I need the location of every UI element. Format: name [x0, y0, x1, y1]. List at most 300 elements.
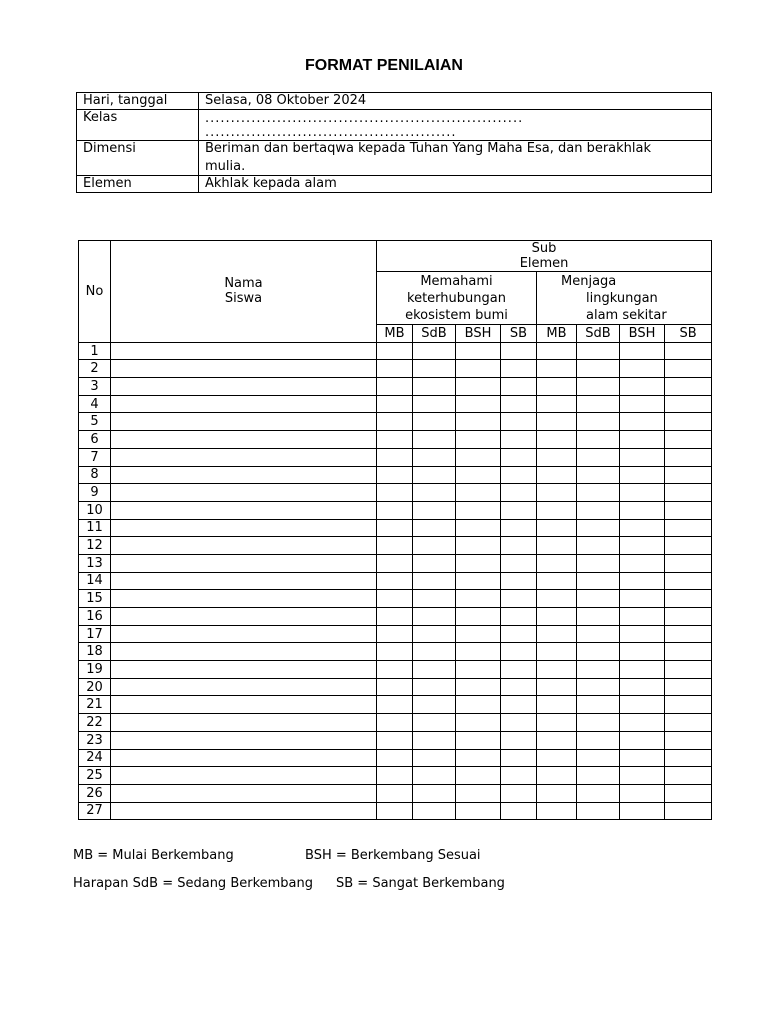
student-name-cell[interactable] [111, 554, 377, 572]
score-cell[interactable] [665, 360, 712, 378]
elemen-label: Elemen [77, 176, 199, 193]
score-cell[interactable] [501, 590, 537, 608]
table-row [79, 484, 712, 502]
score-cell[interactable] [413, 572, 456, 590]
score-cell[interactable] [665, 448, 712, 466]
score-cell[interactable] [413, 608, 456, 626]
score-cell[interactable] [665, 643, 712, 661]
student-name-cell[interactable] [111, 714, 377, 732]
score-cell[interactable] [377, 395, 413, 413]
score-cell[interactable] [456, 466, 501, 484]
score-cell[interactable] [413, 714, 456, 732]
score-cell[interactable] [456, 696, 501, 714]
score-cell[interactable] [577, 590, 620, 608]
score-cell[interactable] [413, 661, 456, 679]
row-number: 20 [79, 678, 111, 696]
nama-header-line-1: Nama [224, 276, 263, 292]
score-cell[interactable] [377, 749, 413, 767]
score-cell[interactable] [577, 554, 620, 572]
student-name-cell[interactable] [111, 749, 377, 767]
score-cell[interactable] [377, 537, 413, 555]
student-name-cell[interactable] [111, 413, 377, 431]
table-row [79, 378, 712, 396]
score-cell[interactable] [501, 678, 537, 696]
score-cell[interactable] [377, 784, 413, 802]
score-cell[interactable] [665, 466, 712, 484]
row-number: 7 [79, 448, 111, 466]
table-row [79, 784, 712, 802]
score-cell[interactable] [537, 519, 577, 537]
score-cell[interactable] [665, 554, 712, 572]
sub-elemen-header-line-1: Sub [531, 241, 557, 256]
table-row [79, 572, 712, 590]
score-cell[interactable] [501, 643, 537, 661]
student-name-cell[interactable] [111, 501, 377, 519]
score-cell[interactable] [537, 678, 577, 696]
score-cell[interactable] [620, 572, 665, 590]
score-cell[interactable] [620, 360, 665, 378]
score-cell[interactable] [413, 537, 456, 555]
info-table [76, 92, 712, 193]
score-cell[interactable] [577, 784, 620, 802]
row-number: 26 [79, 784, 111, 802]
score-cell[interactable] [413, 643, 456, 661]
score-cell[interactable] [537, 802, 577, 820]
student-name-cell[interactable] [111, 731, 377, 749]
score-cell[interactable] [413, 625, 456, 643]
student-name-cell[interactable] [111, 625, 377, 643]
score-cell[interactable] [456, 342, 501, 360]
student-name-cell[interactable] [111, 767, 377, 785]
score-cell[interactable] [620, 643, 665, 661]
row-number: 13 [79, 554, 111, 572]
student-name-cell[interactable] [111, 342, 377, 360]
score-cell[interactable] [501, 554, 537, 572]
score-cell[interactable] [456, 643, 501, 661]
score-cell[interactable] [537, 590, 577, 608]
score-cell[interactable] [413, 519, 456, 537]
score-cell[interactable] [620, 608, 665, 626]
score-cell[interactable] [413, 696, 456, 714]
score-cell[interactable] [537, 484, 577, 502]
score-cell[interactable] [620, 378, 665, 396]
score-cell[interactable] [577, 501, 620, 519]
table-row [79, 767, 712, 785]
score-cell[interactable] [501, 696, 537, 714]
score-cell[interactable] [456, 431, 501, 449]
student-name-cell[interactable] [111, 537, 377, 555]
score-cell[interactable] [501, 501, 537, 519]
student-name-cell[interactable] [111, 395, 377, 413]
score-cell[interactable] [413, 501, 456, 519]
score-cell[interactable] [665, 749, 712, 767]
score-cell[interactable] [577, 360, 620, 378]
score-cell[interactable] [501, 661, 537, 679]
score-cell[interactable] [537, 413, 577, 431]
score-cell[interactable] [620, 696, 665, 714]
score-cell[interactable] [577, 484, 620, 502]
score-cell[interactable] [665, 696, 712, 714]
student-name-cell[interactable] [111, 678, 377, 696]
score-cell[interactable] [456, 572, 501, 590]
score-cell[interactable] [501, 395, 537, 413]
score-cell[interactable] [413, 767, 456, 785]
table-row [79, 625, 712, 643]
score-cell[interactable] [537, 360, 577, 378]
score-cell[interactable] [501, 466, 537, 484]
score-cell[interactable] [577, 767, 620, 785]
score-cell[interactable] [665, 661, 712, 679]
score-cell[interactable] [665, 484, 712, 502]
score-cell[interactable] [413, 378, 456, 396]
score-cell[interactable] [456, 731, 501, 749]
score-cell[interactable] [665, 413, 712, 431]
score-cell[interactable] [577, 714, 620, 732]
score-cell[interactable] [620, 519, 665, 537]
score-cell[interactable] [501, 413, 537, 431]
student-name-cell[interactable] [111, 360, 377, 378]
score-cell[interactable] [456, 749, 501, 767]
score-cell[interactable] [537, 378, 577, 396]
row-number: 4 [79, 395, 111, 413]
row-number: 18 [79, 643, 111, 661]
score-cell[interactable] [501, 431, 537, 449]
nama-header [111, 241, 377, 343]
score-cell[interactable] [537, 731, 577, 749]
score-cell[interactable] [537, 767, 577, 785]
table-row [79, 554, 712, 572]
score-cell[interactable] [456, 360, 501, 378]
score-cell[interactable] [501, 519, 537, 537]
dimensi-value [199, 141, 712, 176]
table-row [79, 448, 712, 466]
score-cell[interactable] [537, 395, 577, 413]
score-cell[interactable] [413, 484, 456, 502]
score-cell[interactable] [620, 431, 665, 449]
score-cell[interactable] [577, 625, 620, 643]
score-cell[interactable] [501, 714, 537, 732]
score-cell[interactable] [665, 767, 712, 785]
score-cell[interactable] [501, 731, 537, 749]
score-cell[interactable] [577, 395, 620, 413]
score-cell[interactable] [413, 554, 456, 572]
score-cell[interactable] [501, 625, 537, 643]
row-number: 25 [79, 767, 111, 785]
score-cell[interactable] [620, 625, 665, 643]
score-cell[interactable] [413, 784, 456, 802]
group-menjaga-line-2: lingkungan [586, 290, 658, 306]
score-cell[interactable] [620, 784, 665, 802]
score-cell[interactable] [577, 661, 620, 679]
score-cell[interactable] [620, 749, 665, 767]
score-cell[interactable] [620, 661, 665, 679]
score-cell[interactable] [620, 395, 665, 413]
score-cell[interactable] [620, 537, 665, 555]
student-name-cell[interactable] [111, 608, 377, 626]
score-cell[interactable] [537, 342, 577, 360]
student-name-cell[interactable] [111, 802, 377, 820]
student-name-cell[interactable] [111, 590, 377, 608]
score-cell[interactable] [377, 696, 413, 714]
score-cell[interactable] [501, 784, 537, 802]
score-cell[interactable] [377, 767, 413, 785]
score-cell[interactable] [620, 731, 665, 749]
score-cell[interactable] [537, 696, 577, 714]
score-cell[interactable] [620, 678, 665, 696]
score-cell[interactable] [537, 749, 577, 767]
score-cell[interactable] [537, 448, 577, 466]
score-cell[interactable] [456, 395, 501, 413]
group-memahami-line-3: ekosistem bumi [405, 307, 508, 323]
dimensi-value-line-2: mulia. [205, 159, 246, 174]
table-row [79, 696, 712, 714]
student-name-cell[interactable] [111, 661, 377, 679]
score-cell[interactable] [456, 519, 501, 537]
student-name-cell[interactable] [111, 696, 377, 714]
score-cell[interactable] [377, 484, 413, 502]
dimensi-label: Dimensi [77, 141, 199, 176]
score-cell[interactable] [456, 378, 501, 396]
info-row-kelas [77, 110, 712, 141]
score-cell[interactable] [456, 784, 501, 802]
score-cell[interactable] [456, 413, 501, 431]
score-cell[interactable] [456, 661, 501, 679]
score-cell[interactable] [377, 572, 413, 590]
score-cell[interactable] [377, 608, 413, 626]
score-cell[interactable] [377, 519, 413, 537]
score-cell[interactable] [413, 749, 456, 767]
score-cell[interactable] [665, 590, 712, 608]
score-cell[interactable] [413, 413, 456, 431]
score-cell[interactable] [665, 395, 712, 413]
score-cell[interactable] [665, 572, 712, 590]
score-cell[interactable] [377, 378, 413, 396]
score-cell[interactable] [377, 448, 413, 466]
table-row [79, 749, 712, 767]
score-cell[interactable] [620, 767, 665, 785]
score-cell[interactable] [456, 608, 501, 626]
score-cell[interactable] [665, 625, 712, 643]
score-cell[interactable] [413, 590, 456, 608]
score-cell[interactable] [537, 784, 577, 802]
row-number: 23 [79, 731, 111, 749]
score-cell[interactable] [377, 342, 413, 360]
score-cell[interactable] [501, 342, 537, 360]
table-row [79, 395, 712, 413]
score-cell[interactable] [413, 731, 456, 749]
score-cell[interactable] [577, 413, 620, 431]
table-row [79, 643, 712, 661]
score-cell[interactable] [577, 448, 620, 466]
score-cell[interactable] [501, 802, 537, 820]
row-number: 15 [79, 590, 111, 608]
score-cell[interactable] [456, 767, 501, 785]
score-cell[interactable] [665, 342, 712, 360]
row-number: 24 [79, 749, 111, 767]
score-cell[interactable] [413, 431, 456, 449]
score-cell[interactable] [577, 572, 620, 590]
score-cell[interactable] [456, 802, 501, 820]
table-row [79, 661, 712, 679]
score-cell[interactable] [665, 714, 712, 732]
score-cell[interactable] [456, 448, 501, 466]
score-cell[interactable] [377, 431, 413, 449]
score-cell[interactable] [377, 802, 413, 820]
score-cell[interactable] [413, 342, 456, 360]
score-cell[interactable] [665, 537, 712, 555]
score-cell[interactable] [501, 572, 537, 590]
score-cell[interactable] [577, 431, 620, 449]
score-cell[interactable] [665, 608, 712, 626]
score-cell[interactable] [413, 466, 456, 484]
score-cell[interactable] [577, 519, 620, 537]
score-cell[interactable] [501, 749, 537, 767]
score-cell[interactable] [456, 714, 501, 732]
page-title: FORMAT PENILAIAN [305, 57, 463, 74]
score-cell[interactable] [665, 378, 712, 396]
score-cell[interactable] [501, 767, 537, 785]
score-cell[interactable] [577, 537, 620, 555]
student-name-cell[interactable] [111, 643, 377, 661]
score-cell[interactable] [456, 537, 501, 555]
row-number: 14 [79, 572, 111, 590]
score-cell[interactable] [377, 661, 413, 679]
student-name-cell[interactable] [111, 466, 377, 484]
score-cell[interactable] [620, 466, 665, 484]
legend-sb: SB = Sangat Berkembang [336, 876, 505, 891]
group-memahami-header [377, 272, 537, 325]
row-number: 22 [79, 714, 111, 732]
student-name-cell[interactable] [111, 448, 377, 466]
score-cell[interactable] [537, 466, 577, 484]
score-cell[interactable] [665, 519, 712, 537]
score-cell[interactable] [665, 501, 712, 519]
student-name-cell[interactable] [111, 572, 377, 590]
score-cell[interactable] [377, 731, 413, 749]
student-name-cell[interactable] [111, 484, 377, 502]
score-cell[interactable] [665, 731, 712, 749]
student-name-cell[interactable] [111, 519, 377, 537]
score-cell[interactable] [377, 590, 413, 608]
table-row [79, 501, 712, 519]
score-cell[interactable] [537, 714, 577, 732]
score-cell[interactable] [537, 661, 577, 679]
row-number: 10 [79, 501, 111, 519]
score-cell[interactable] [577, 643, 620, 661]
score-cell[interactable] [577, 608, 620, 626]
score-cell[interactable] [456, 625, 501, 643]
table-row [79, 360, 712, 378]
score-cell[interactable] [413, 678, 456, 696]
level-header-0: MB [377, 325, 413, 343]
score-cell[interactable] [577, 749, 620, 767]
row-number: 8 [79, 466, 111, 484]
score-cell[interactable] [413, 395, 456, 413]
score-cell[interactable] [577, 378, 620, 396]
legend-mb: MB = Mulai Berkembang [73, 848, 234, 863]
score-cell[interactable] [665, 784, 712, 802]
table-row [79, 413, 712, 431]
score-cell[interactable] [537, 431, 577, 449]
score-cell[interactable] [620, 802, 665, 820]
score-cell[interactable] [456, 501, 501, 519]
sub-elemen-header-line-2: Elemen [519, 256, 569, 271]
score-cell[interactable] [377, 678, 413, 696]
table-row [79, 714, 712, 732]
score-cell[interactable] [577, 696, 620, 714]
score-cell[interactable] [456, 484, 501, 502]
score-cell[interactable] [620, 714, 665, 732]
kelas-label: Kelas [77, 110, 199, 141]
score-cell[interactable] [537, 572, 577, 590]
score-cell[interactable] [577, 342, 620, 360]
hari-label: Hari, tanggal [77, 93, 199, 110]
score-cell[interactable] [620, 501, 665, 519]
score-cell[interactable] [501, 360, 537, 378]
legend-bsh: BSH = Berkembang Sesuai [305, 848, 481, 863]
row-number: 17 [79, 625, 111, 643]
score-cell[interactable] [377, 413, 413, 431]
score-cell[interactable] [377, 625, 413, 643]
score-cell[interactable] [413, 360, 456, 378]
score-cell[interactable] [577, 678, 620, 696]
info-row-elemen [77, 176, 712, 193]
level-header-5: SdB [577, 325, 620, 343]
score-cell[interactable] [537, 501, 577, 519]
row-number: 16 [79, 608, 111, 626]
score-cell[interactable] [501, 378, 537, 396]
score-cell[interactable] [456, 678, 501, 696]
score-cell[interactable] [577, 466, 620, 484]
score-cell[interactable] [665, 431, 712, 449]
score-cell[interactable] [413, 802, 456, 820]
score-cell[interactable] [620, 413, 665, 431]
student-name-cell[interactable] [111, 784, 377, 802]
score-cell[interactable] [501, 537, 537, 555]
row-number: 2 [79, 360, 111, 378]
score-cell[interactable] [377, 466, 413, 484]
score-cell[interactable] [620, 342, 665, 360]
score-cell[interactable] [537, 537, 577, 555]
student-name-cell[interactable] [111, 378, 377, 396]
score-cell[interactable] [665, 678, 712, 696]
score-cell[interactable] [501, 484, 537, 502]
score-cell[interactable] [377, 360, 413, 378]
score-cell[interactable] [665, 802, 712, 820]
score-cell[interactable] [456, 590, 501, 608]
score-cell[interactable] [537, 554, 577, 572]
score-cell[interactable] [620, 590, 665, 608]
score-cell[interactable] [620, 484, 665, 502]
score-cell[interactable] [413, 448, 456, 466]
score-cell[interactable] [377, 501, 413, 519]
score-cell[interactable] [620, 448, 665, 466]
table-row [79, 431, 712, 449]
score-cell[interactable] [620, 554, 665, 572]
score-cell[interactable] [537, 608, 577, 626]
score-cell[interactable] [501, 448, 537, 466]
score-cell[interactable] [537, 625, 577, 643]
score-cell[interactable] [577, 731, 620, 749]
score-cell[interactable] [577, 802, 620, 820]
score-cell[interactable] [377, 643, 413, 661]
score-cell[interactable] [501, 608, 537, 626]
score-cell[interactable] [377, 554, 413, 572]
score-cell[interactable] [456, 554, 501, 572]
score-cell[interactable] [377, 714, 413, 732]
student-name-cell[interactable] [111, 431, 377, 449]
score-cell[interactable] [537, 643, 577, 661]
